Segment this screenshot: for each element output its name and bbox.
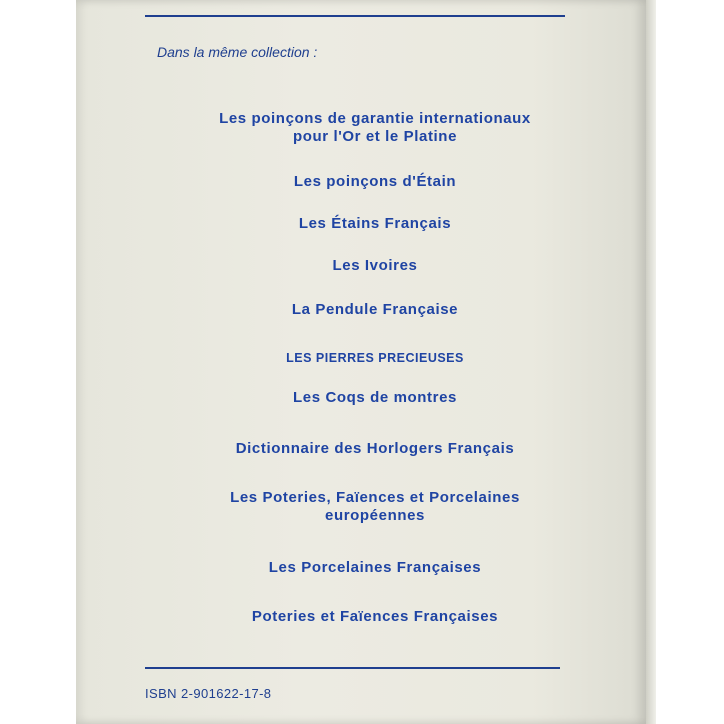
collection-label: Dans la même collection : <box>157 44 318 60</box>
title-item <box>150 110 600 146</box>
title-item <box>150 489 600 525</box>
title-item: Les Porcelaines Françaises <box>268 559 482 576</box>
page-edge <box>646 0 656 724</box>
title-list <box>150 0 600 724</box>
title-line: pour l'Or et le Platine <box>292 128 458 145</box>
title-line: européennes <box>325 507 425 524</box>
title-item: Les poinçons d'Étain <box>293 173 457 190</box>
title-line: Les poinçons de garantie internationaux <box>219 110 531 127</box>
title-item: Les Étains Français <box>298 215 452 232</box>
isbn-number: ISBN 2-901622-17-8 <box>145 686 272 701</box>
title-item: La Pendule Française <box>291 301 459 318</box>
title-item: Les Ivoires <box>332 257 418 274</box>
title-item: LES PIERRES PRECIEUSES <box>286 351 464 365</box>
title-item: Dictionnaire des Horlogers Français <box>235 440 515 457</box>
title-item: Les Coqs de montres <box>293 389 457 406</box>
bottom-rule <box>145 667 560 669</box>
title-item: Poteries et Faïences Françaises <box>251 608 499 625</box>
title-line: Les Poteries, Faïences et Porcelaines <box>230 489 520 506</box>
